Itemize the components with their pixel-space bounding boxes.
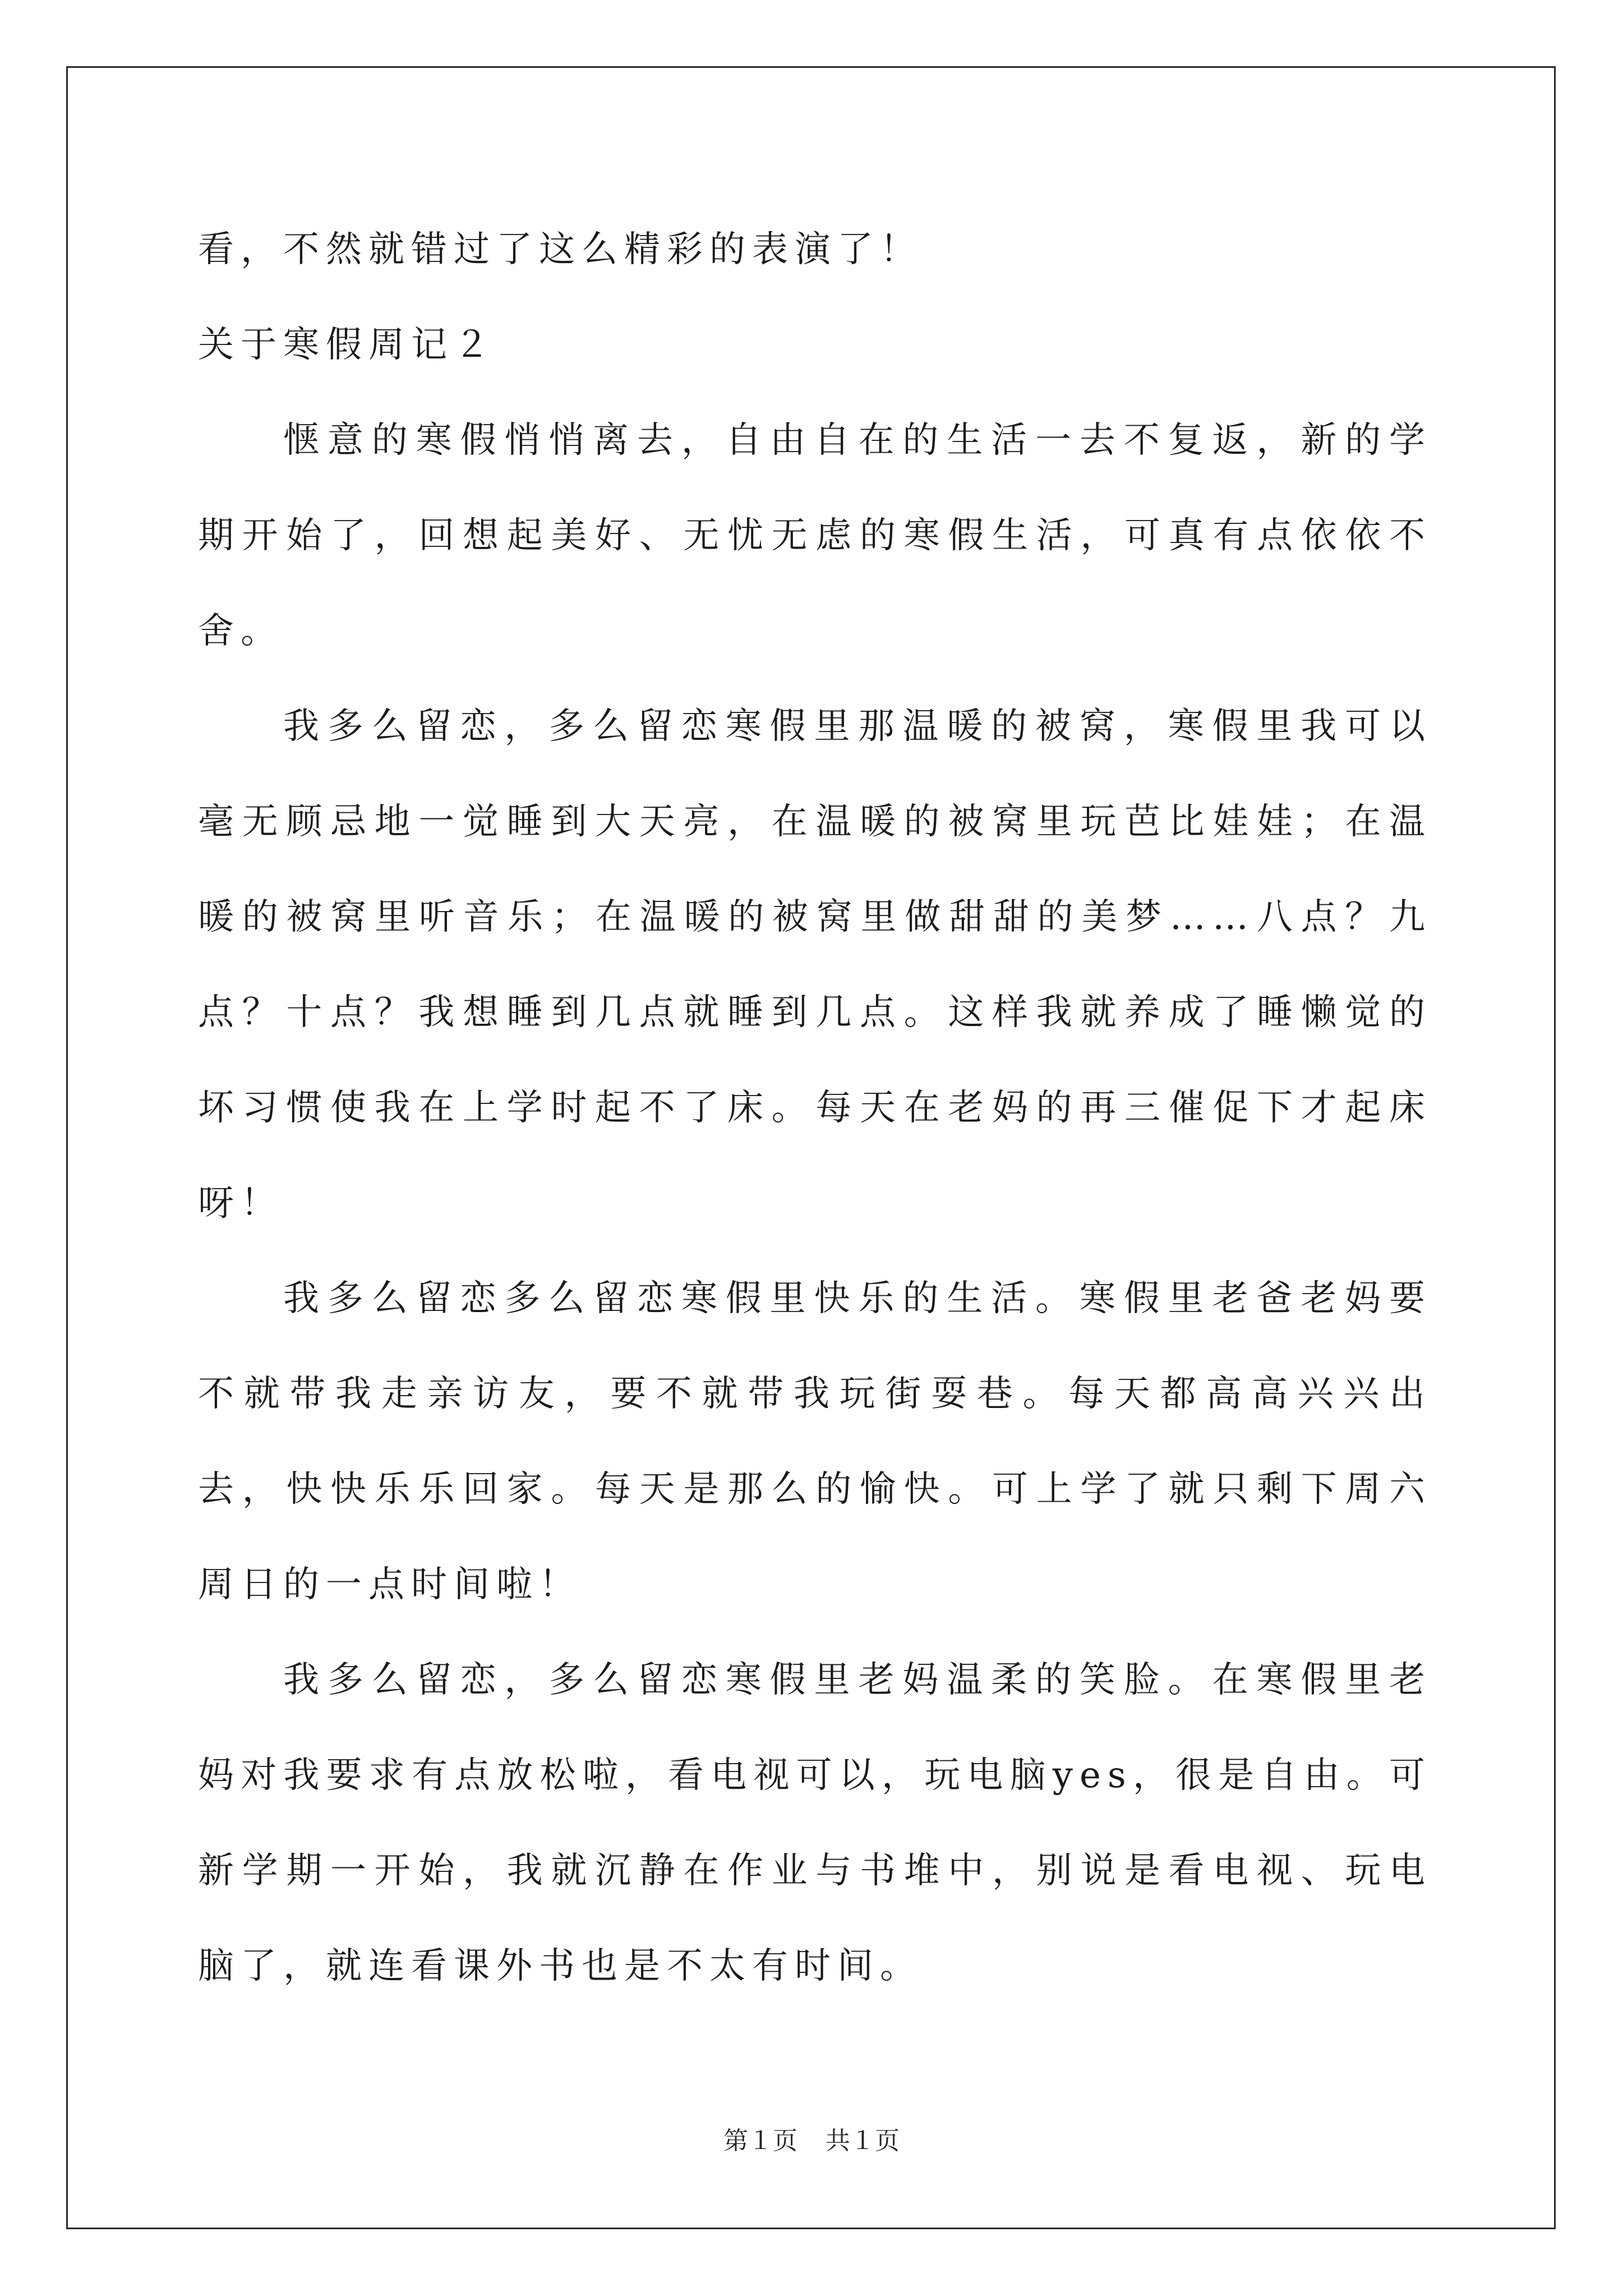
- section-title: 关于寒假周记２: [198, 324, 496, 366]
- paragraph-3: 我多么留恋多么留恋寒假里快乐的生活。寒假里老爸老妈要不就带我走亲访友，要不就带我玩街耍巷。每天都高高兴兴出去，快快乐乐回家。每天是那么的愉快。可上学了就只剩下周六周日的一点时间啦！: [198, 1278, 1432, 1605]
- page-total: 共１页: [826, 2127, 900, 2155]
- continuation-line: 看，不然就错过了这么精彩的表演了！: [198, 229, 923, 270]
- paragraph-2: 我多么留恋，多么留恋寒假里那温暖的被窝，寒假里我可以毫无顾忌地一觉睡到大天亮，在温暖的被窝里玩芭比娃娃；在温暖的被窝里听音乐；在温暖的被窝里做甜甜的美梦……八点？九点？十点？我想睡到几点就睡到几点。这样我就养成了睡懒觉的坏习惯使我在上学时起不了床。每天在老妈的再三催促下才起床呀！: [198, 706, 1432, 1224]
- document-body: [198, 202, 1432, 2014]
- paragraph-4: 我多么留恋，多么留恋寒假里老妈温柔的笑脸。在寒假里老妈对我要求有点放松啦，看电视可以，玩电脑yes，很是自由。可新学期一开始，我就沉静在作业与书堆中，别说是看电视、玩电脑了，就连看课外书也是不太有时间。: [198, 1659, 1432, 1987]
- page-footer: [0, 2120, 1623, 2156]
- paragraph-1: 惬意的寒假悄悄离去，自由自在的生活一去不复返，新的学期开始了，回想起美好、无忧无虑的寒假生活，可真有点依依不舍。: [198, 420, 1432, 652]
- page-number: 第１页: [723, 2127, 797, 2155]
